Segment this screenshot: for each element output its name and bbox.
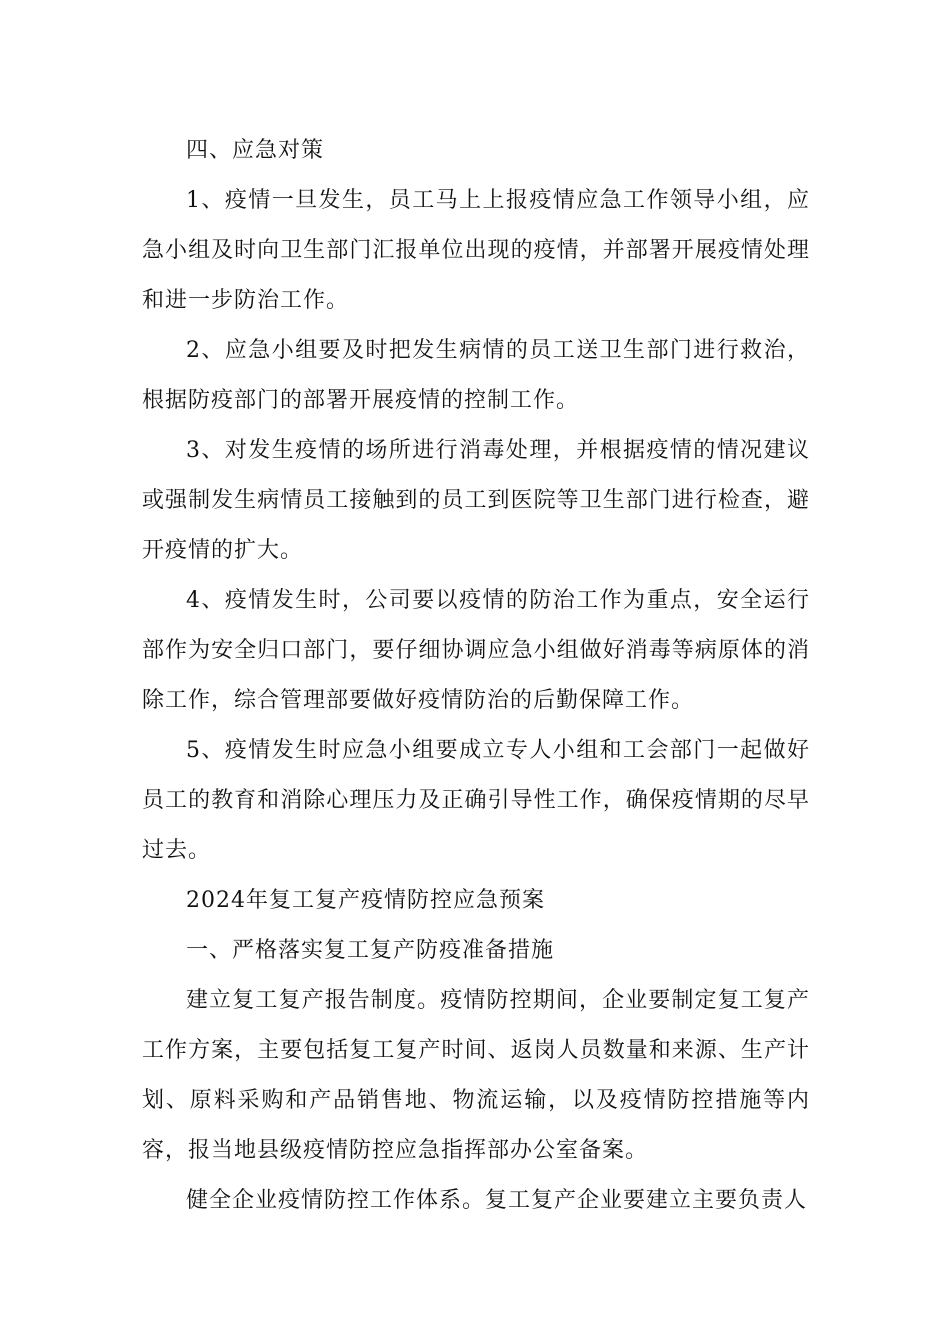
plan-title: 2024年复工复产疫情防控应急预案 <box>186 888 545 913</box>
paragraph-measure-4: 4、疫情发生时，公司要以疫情的防治工作为重点，安全运行部作为安全归口部门，要仔细协调应急小组做好消毒等病原体的消除工作，综合管理部要做好疫情防治的后勤保障工作。 <box>142 588 810 713</box>
paragraph-measure-2: 2、应急小组要及时把发生病情的员工送卫生部门进行救治，根据防疫部门的部署开展疫情的控制工作。 <box>142 338 810 413</box>
section-heading-preparation: 一、严格落实复工复产防疫准备措施 <box>186 938 555 963</box>
section-heading-emergency-measures: 四、应急对策 <box>186 138 325 163</box>
paragraph-prevention-system: 健全企业疫情防控工作体系。复工复产企业要建立主要负责人 <box>186 1188 808 1213</box>
paragraph-measure-1: 1、疫情一旦发生，员工马上上报疫情应急工作领导小组，应急小组及时向卫生部门汇报单位出现的疫情，并部署开展疫情处理和进一步防治工作。 <box>142 188 810 313</box>
paragraph-measure-5: 5、疫情发生时应急小组要成立专人小组和工会部门一起做好员工的教育和消除心理压力及正确引导性工作，确保疫情期的尽早过去。 <box>142 738 810 863</box>
paragraph-reporting-system: 建立复工复产报告制度。疫情防控期间，企业要制定复工复产工作方案，主要包括复工复产时间、返岗人员数量和来源、生产计划、原料采购和产品销售地、物流运输，以及疫情防控措施等内容，报当地县级疫情防控应急指挥部办公室备案。 <box>142 988 810 1163</box>
paragraph-measure-3: 3、对发生疫情的场所进行消毒处理，并根据疫情的情况建议或强制发生病情员工接触到的员工到医院等卫生部门进行检查，避开疫情的扩大。 <box>142 438 810 563</box>
document-body <box>142 126 810 1226</box>
